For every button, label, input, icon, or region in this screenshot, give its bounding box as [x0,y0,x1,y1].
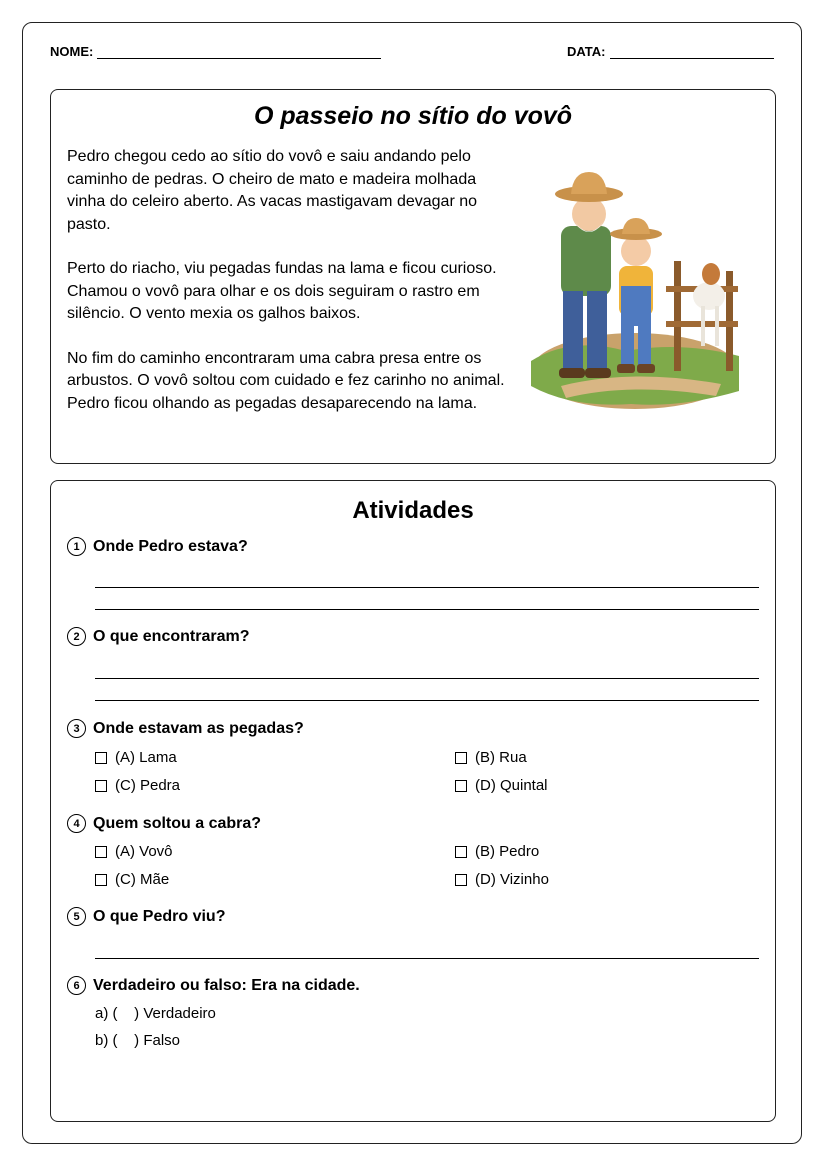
checkbox[interactable] [95,874,107,886]
question-number: 5 [67,907,86,926]
answer-line[interactable] [95,700,759,701]
option-checkbox[interactable] [95,777,180,794]
question-5 [67,907,225,926]
question-3 [67,719,304,738]
option-label: (C) Pedra [115,777,181,794]
answer-line[interactable] [95,958,759,959]
option-label: (A) Vovô [115,843,173,860]
name-label: NOME: [50,44,94,59]
option-label: (A) Lama [115,749,177,766]
story-title: O passeio no sítio do vovô [253,102,573,130]
question-number: 4 [67,814,86,833]
question-text: O que encontraram? [93,627,250,645]
question-4 [67,814,261,833]
activities-title: Atividades [352,497,474,524]
option-checkbox[interactable] [455,749,527,766]
option-checkbox[interactable] [455,871,549,888]
question-1 [67,537,248,556]
option-label: (B) Rua [475,749,527,766]
date-label: DATA: [567,44,606,59]
story-text [67,146,507,437]
question-text: O que Pedro viu? [93,907,226,925]
question-text: Onde Pedro estava? [93,537,248,555]
question-text: Onde estavam as pegadas? [93,719,304,737]
date-line[interactable] [610,46,774,59]
question-2 [67,627,249,646]
question-number: 2 [67,627,86,646]
false-option[interactable]: b) ( ) Falso [95,1032,181,1049]
option-label: (D) Quintal [475,777,548,794]
checkbox[interactable] [95,752,107,764]
question-number: 1 [67,537,86,556]
question-number: 3 [67,719,86,738]
option-label: (D) Vizinho [475,871,549,888]
answer-line[interactable] [95,678,759,679]
option-checkbox[interactable] [455,777,548,794]
question-number: 6 [67,976,86,995]
option-checkbox[interactable] [455,843,539,860]
option-label: (C) Mãe [115,871,170,888]
option-checkbox[interactable] [95,749,177,766]
question-text: Verdadeiro ou falso: Era na cidade. [93,976,360,994]
story-paragraph: Perto do riacho, viu pegadas fundas na lama e ficou curioso. Chamou o vovô para olhar e os dois seguiram o rastro em silêncio. O vento mexia os galhos baixos. [67,260,497,322]
checkbox[interactable] [455,846,467,858]
activities-box [50,480,776,1122]
name-field[interactable] [50,44,381,59]
checkbox[interactable] [95,780,107,792]
question-text: Quem soltou a cabra? [93,814,262,832]
option-checkbox[interactable] [95,843,173,860]
checkbox[interactable] [455,874,467,886]
true-option[interactable]: a) ( ) Verdadeiro [95,1005,216,1022]
checkbox[interactable] [455,752,467,764]
grandpa-boy-goat-illustration [531,146,739,446]
name-line[interactable] [97,46,381,59]
answer-line[interactable] [95,609,759,610]
header [50,44,776,64]
question-6 [67,976,360,995]
answer-line[interactable] [95,587,759,588]
option-label: (B) Pedro [475,843,540,860]
date-field[interactable] [567,44,774,59]
option-checkbox[interactable] [95,871,169,888]
story-paragraph: Pedro chegou cedo ao sítio do vovô e saiu andando pelo caminho de pedras. O cheiro de mato e madeira molhada vinha do celeiro aberto. As vacas mastigavam devagar no pasto. [67,148,478,233]
checkbox[interactable] [95,846,107,858]
checkbox[interactable] [455,780,467,792]
story-box [50,89,776,464]
story-paragraph: No fim do caminho encontraram uma cabra presa entre os arbustos. O vovô soltou com cuidado e fez carinho no animal. Pedro ficou olhando as pegadas desaparecendo na lama. [67,349,505,412]
